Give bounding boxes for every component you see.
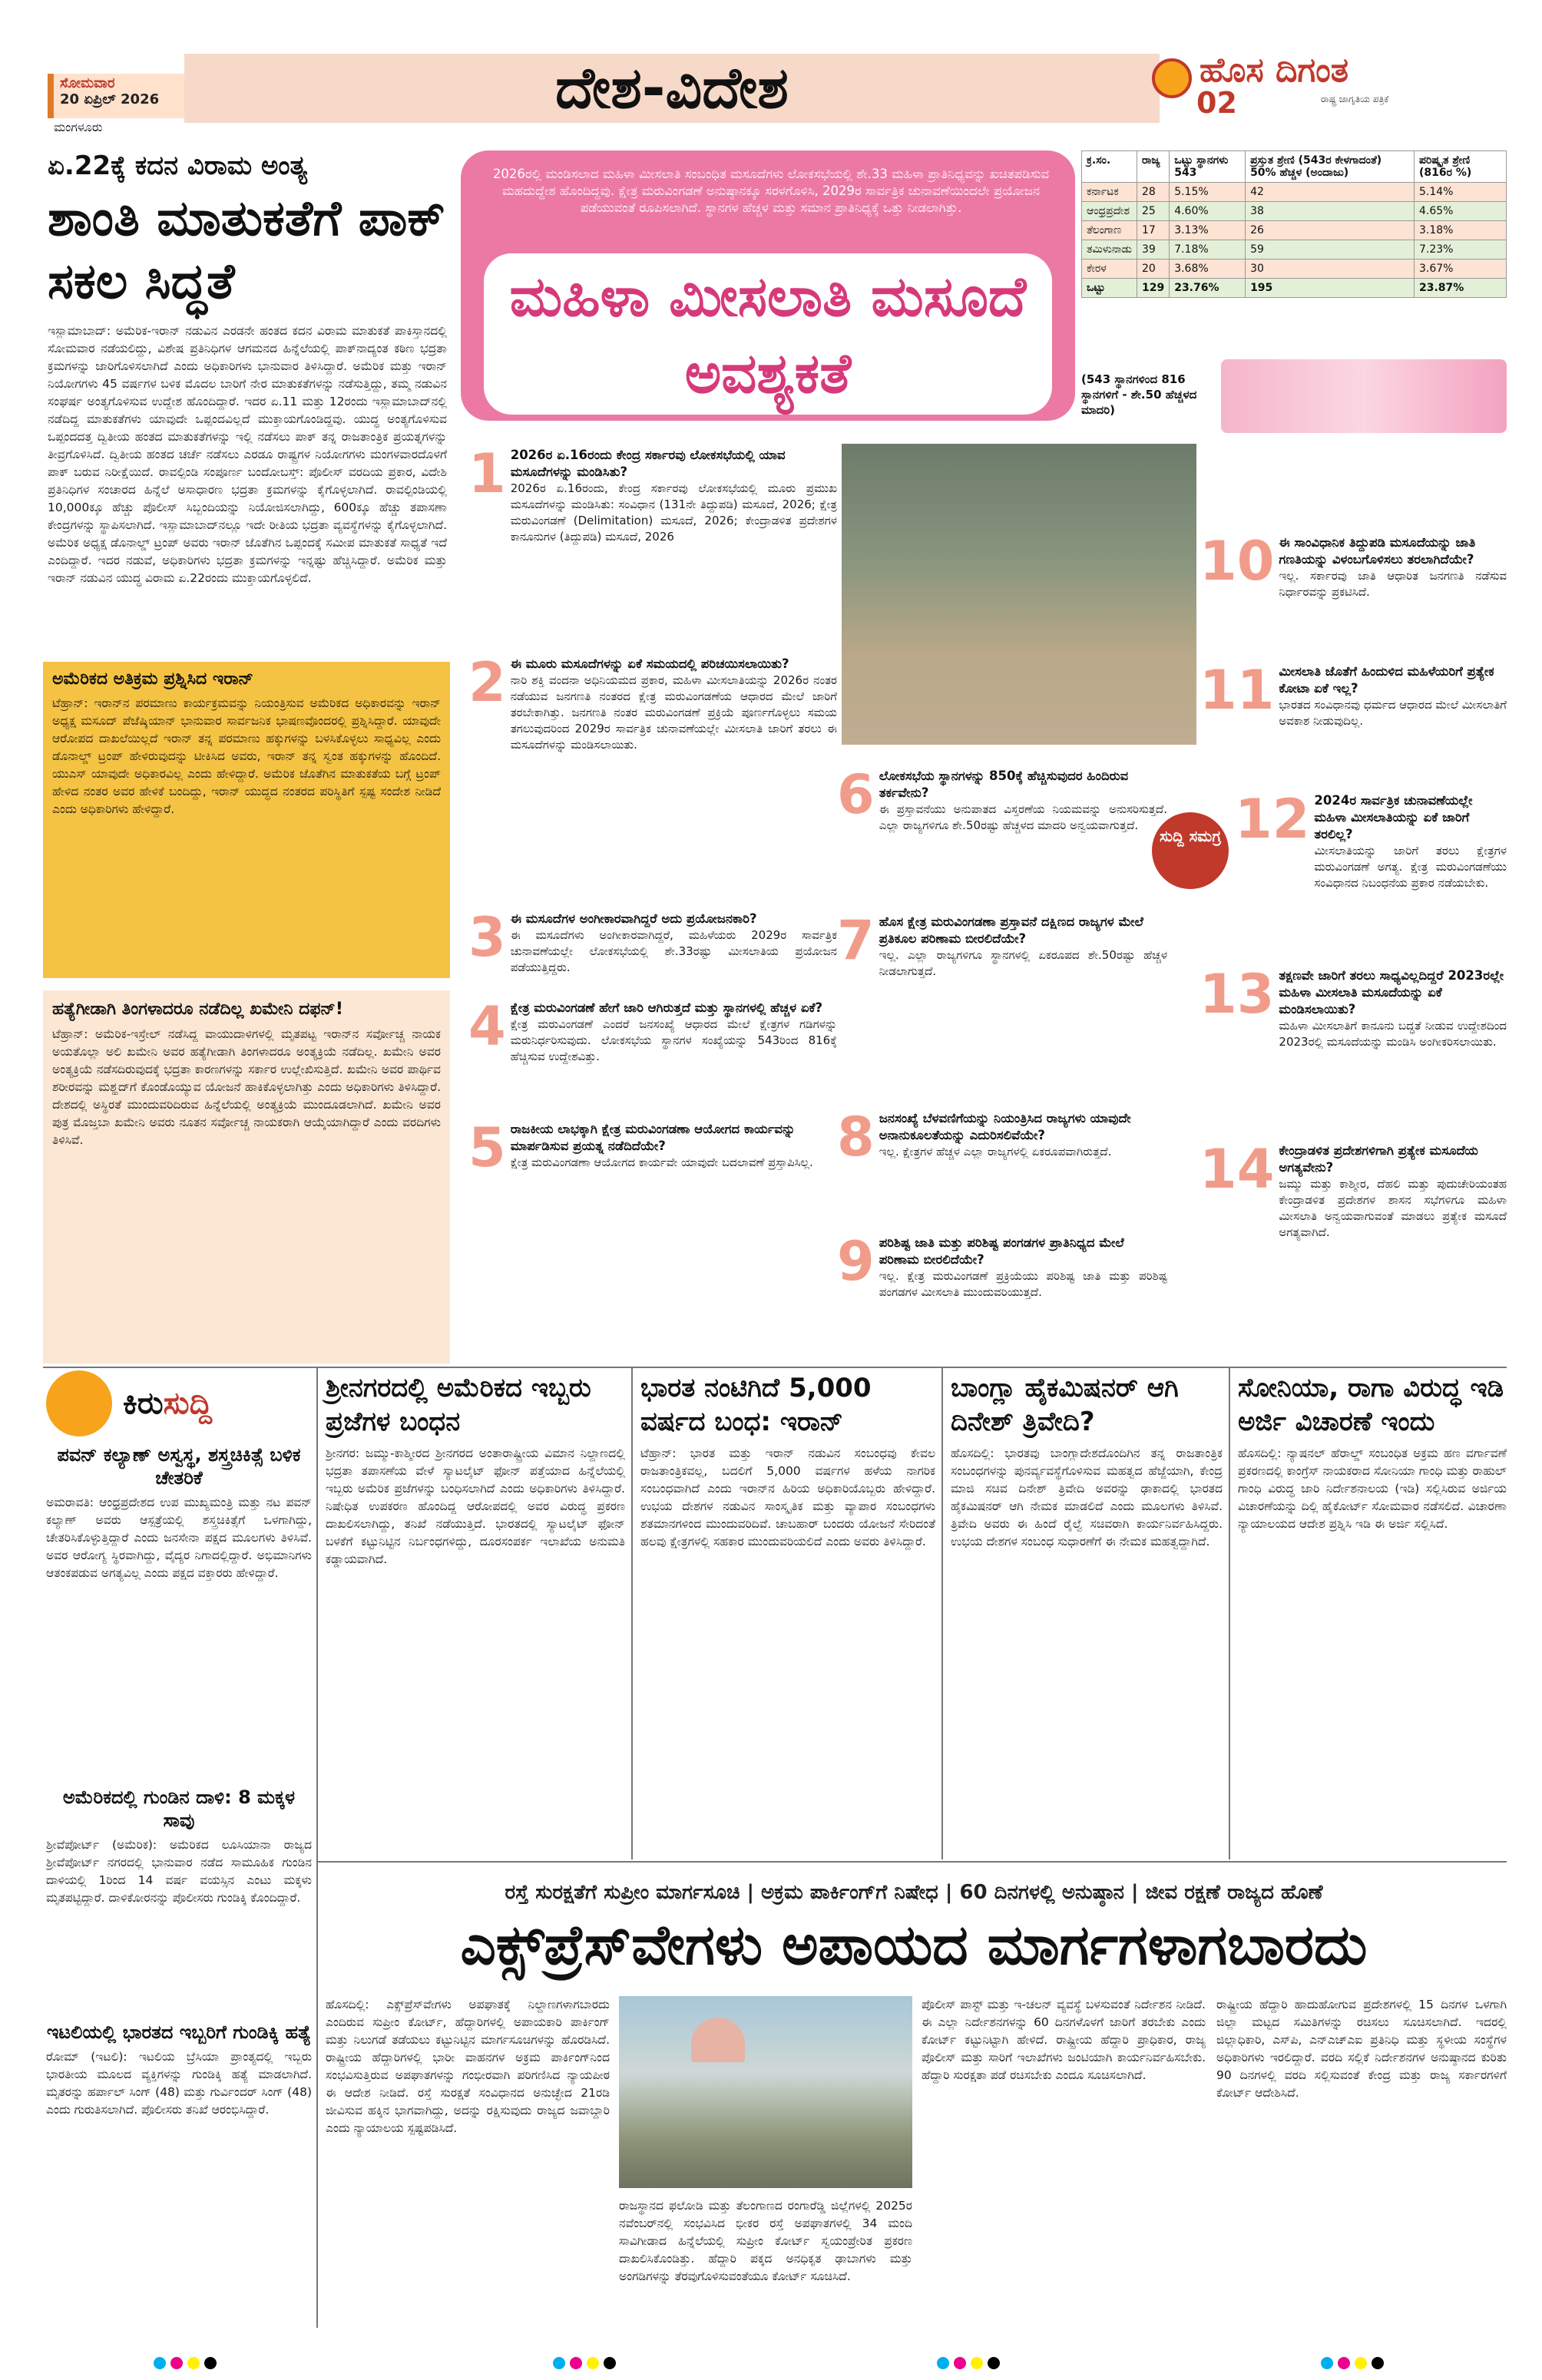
table-cell: 195: [1246, 279, 1415, 298]
qa-answer: ಕ್ಷೇತ್ರ ಮರುವಿಂಗಡಣೆ ಎಂದರೆ ಜನಸಂಖ್ಯೆ ಆಧಾರದ ಮೇಲೆ ಕ್ಷೇತ್ರಗಳ ಗಡಿಗಳನ್ನು ಮರುನಿರ್ಧರಿಸುವುದು. ಲೋಕಸಭೆಯ ಸ್ಥಾನಗಳ ಸಂಖ್ಯೆಯನ್ನು 543ರಿಂದ 816ಕ್ಕೆ ಹೆಚ್ಚಿಸುವ ಉದ್ದೇಶವಿತ್ತು.: [510, 1017, 837, 1063]
table-header: ಕ್ರ.ಸಂ.: [1082, 151, 1137, 183]
table-cell: ಕರ್ನಾಟಕ: [1082, 183, 1137, 202]
qa-answer: ಇಲ್ಲ. ಸರ್ಕಾರವು ಜಾತಿ ಆಧಾರಿತ ಜನಗಣತಿ ನಡೆಸುವ ನಿರ್ಧಾರವನ್ನು ಪ್ರಕಟಿಸಿದೆ.: [1279, 569, 1507, 599]
iran-box-body: ಟೆಹ್ರಾನ್: ಇರಾನ್‌ನ ಪರಮಾಣು ಕಾರ್ಯಕ್ರಮವನ್ನು ನಿಯಂತ್ರಿಸುವ ಅಮೆರಿಕದ ಅಧಿಕಾರವನ್ನು ಇರಾನ್ ಅಧ್ಯಕ್ಷ ಮಸೂದ್ ಪೆಜೆಷ್ಕಿಯಾನ್ ಭಾನುವಾರ ಸಾರ್ವಜನಿಕ ಭಾಷಣವೊಂದರಲ್ಲಿ ಪ್ರಶ್ನಿಸಿದ್ದಾರೆ. ಯಾವುದೇ ಆರೋಪದ ದಾಖಲೆಯಿಲ್ಲದೆ ಇರಾನ್ ತನ್ನ ಪರಮಾಣು ಹಕ್ಕುಗಳನ್ನು ಬಳಸಿಕೊಳ್ಳಲು ಸಾಧ್ಯವಿಲ್ಲ ಎಂದು ಡೊನಾಲ್ಡ್ ಟ್ರಂಪ್ ಹೇಳಿರುವುದನ್ನು ಟೀಕಿಸಿದ ಅವರು, ಇರಾನ್ ತನ್ನ ಸ್ವಂತ ಹಕ್ಕುಗಳನ್ನು ಹೊಂದಿದೆ. ಯುಎಸ್ ಯಾವುದೇ ಅಧಿಕಾರವಿಲ್ಲ ಎಂದು ಹೇಳಿದ್ದಾರೆ. ಅಮೆರಿಕ ಜೊತೆಗಿನ ಮಾತುಕತೆಯ ಬಗ್ಗೆ ಟ್ರಂಪ್ ಹೇಳಿದ ನಂತರ ಅವರ ಹೇಳಿಕೆ ಬಂದಿದ್ದು, ಇರಾನ್ ಯುದ್ಧದ ನಂತರದ ಪರಿಸ್ಥಿತಿಗೆ ಸ್ಪಷ್ಟ ಸಂದೇಶ ನೀಡಿದೆ ಎಂದು ಅಧಿಕಾರಿಗಳು ಹೇಳಿದ್ದಾರೆ.: [52, 696, 441, 816]
women-feature-intro: 2026ರಲ್ಲಿ ಮಂಡಿಸಲಾದ ಮಹಿಳಾ ಮೀಸಲಾತಿ ಸಂಬಂಧಿತ ಮಸೂದೆಗಳು ಲೋಕಸಭೆಯಲ್ಲಿ ಶೇ.33 ಮಹಿಳಾ ಪ್ರಾತಿನಿಧ್ಯವನ್ನು ಖಚಿತಪಡಿಸುವ ಮಹದುದ್ದೇಶ ಹೊಂದಿದ್ದವು. ಕ್ಷೇತ್ರ ಮರುವಿಂಗಡಣೆ ಅನುಷ್ಠಾನಕ್ಕೂ ಸರಳಗೊಳಿಸಿ, 2029ರ ಸಾರ್ವತ್ರಿಕ ಚುನಾವಣೆಯಿಂದಲೇ ಪ್ರಯೋಜನ ಪಡೆಯುವಂತೆ ರೂಪಿಸಲಾಗಿದೆ. ಸ್ಥಾನಗಳ ಹೆಚ್ಚಳ ಮತ್ತು ಸಮಾನ ಪ್ರಾತಿನಿಧ್ಯಕ್ಕೆ ಒತ್ತು ನೀಡಲಾಗಿತ್ತು.: [492, 167, 1050, 215]
table-cell: 20: [1137, 259, 1169, 279]
qa-item: [1200, 963, 1507, 1133]
print-registration-marks: [0, 2351, 1542, 2374]
table-cell: 7.18%: [1170, 240, 1246, 259]
qa-item: [468, 906, 837, 992]
qa-question: 2024ರ ಸಾರ್ವತ್ರಿಕ ಚುನಾವಣೆಯಲ್ಲೇ ಮಹಿಳಾ ಮೀಸಲಾತಿಯನ್ನು ಏಕೆ ಜಾರಿಗೆ ತರಲಿಲ್ಲ?: [1314, 793, 1473, 841]
pointing-hand-icon: [46, 1370, 112, 1436]
qa-column-right: [1200, 444, 1507, 1273]
table-row: [1082, 202, 1507, 221]
kiru-item-body: ರೋಮ್ (ಇಟಲಿ): ಇಟಲಿಯ ಬ್ರೆಸಿಯಾ ಪ್ರಾಂತ್ಯದಲ್ಲಿ ಇಬ್ಬರು ಭಾರತೀಯ ಮೂಲದ ವ್ಯಕ್ತಿಗಳನ್ನು ಗುಂಡಿಕ್ಕಿ ಹತ್ಯೆ ಮಾಡಲಾಗಿದೆ. ಮೃತರನ್ನು ಹರ್ಪಾಲ್ ಸಿಂಗ್ (48) ಮತ್ತು ಗುರ್ವಿಂದರ್ ಸಿಂಗ್ (48) ಎಂದು ಗುರುತಿಸಲಾಗಿದೆ. ಪೊಲೀಸರು ತನಿಖೆ ಆರಂಭಿಸಿದ್ದಾರೆ.: [46, 2050, 312, 2117]
iran-box: [43, 662, 450, 978]
bottom-story-col3: ಪೊಲೀಸ್ ಪಾಸ್ಟ್ ಮತ್ತು ಇ-ಚಲನ್ ವ್ಯವಸ್ಥೆ ಬಳಸುವಂತೆ ನಿರ್ದೇಶನ ನೀಡಿದೆ. ಈ ಎಲ್ಲಾ ನಿರ್ದೇಶನಗಳನ್ನು 60 ದಿನಗಳೊಳಗೆ ಜಾರಿಗೆ ತರಬೇಕು ಎಂದು ಕೋರ್ಟ್ ಕಟ್ಟುನಿಟ್ಟಾಗಿ ಹೇಳಿದೆ. ರಾಷ್ಟ್ರೀಯ ಹೆದ್ದಾರಿ ಪ್ರಾಧಿಕಾರ, ರಾಜ್ಯ ಪೊಲೀಸ್ ಮತ್ತು ಸಾರಿಗೆ ಇಲಾಖೆಗಳು ಜಂಟಿಯಾಗಿ ಕಾರ್ಯನಿರ್ವಹಿಸಬೇಕು. ಹೆದ್ದಾರಿ ಸುರಕ್ಷತಾ ಪಡೆ ರಚಿಸಬೇಕು ಎಂದೂ ಸೂಚಿಸಲಾಗಿದೆ.: [922, 1998, 1206, 2082]
seat-table: [1081, 150, 1507, 298]
table-cell: 3.68%: [1170, 259, 1246, 279]
table-cell: ತಮಿಳುನಾಡು: [1082, 240, 1137, 259]
qa-item: [1200, 530, 1507, 654]
table-cell: 26: [1246, 221, 1415, 240]
table-cell: 30: [1246, 259, 1415, 279]
qa-answer: ಮೀಸಲಾತಿಯನ್ನು ಜಾರಿಗೆ ತರಲು ಕ್ಷೇತ್ರಗಳ ಮರುವಿಂಗಡಣೆ ಅಗತ್ಯ. ಕ್ಷೇತ್ರ ಮರುವಿಂಗಡಣೆಯು ಸಂವಿಧಾನದ ನಿಬಂಧನೆಯ ಪ್ರಕಾರ ನಡೆಯಬೇಕು.: [1314, 844, 1507, 890]
qa-column-left: [468, 442, 837, 1219]
registration-dot: [553, 2357, 565, 2369]
qa-answer: ಭಾರತದ ಸಂವಿಧಾನವು ಧರ್ಮದ ಆಧಾರದ ಮೇಲೆ ಮೀಸಲಾತಿಗೆ ಅವಕಾಶ ನೀಡುವುದಿಲ್ಲ.: [1279, 698, 1507, 728]
qa-item: [468, 1116, 837, 1219]
bottom-story-headline: ಎಕ್ಸ್‌ಪ್ರೆಸ್‌ವೇಗಳು ಅಪಾಯದ ಮಾರ್ಗಗಳಾಗಬಾರದು: [460, 1912, 1368, 1977]
registration-dot: [187, 2357, 200, 2369]
masthead: [0, 0, 1542, 134]
table-cell: 25: [1137, 202, 1169, 221]
table-cell: 4.60%: [1170, 202, 1246, 221]
registration-dot: [154, 2357, 166, 2369]
table-cell: 7.23%: [1415, 240, 1507, 259]
qa-answer: ನಾರಿ ಶಕ್ತಿ ವಂದನಾ ಅಧಿನಿಯಮದ ಪ್ರಕಾರ, ಮಹಿಳಾ ಮೀಸಲಾತಿಯನ್ನು 2026ರ ನಂತರ ನಡೆಯುವ ಜನಗಣತಿ ನಂತರದ ಕ್ಷೇತ್ರ ಮರುವಿಂಗಡಣೆಯ ಆಧಾರದ ಮೇಲೆ ಜಾರಿಗೆ ತರಬೇಕಾಗಿತ್ತು. ಜನಗಣತಿ ನಂತರ ಮರುವಿಂಗಡಣೆ ಪ್ರಕ್ರಿಯೆ ಪೂರ್ಣಗೊಳ್ಳಲು ಸಮಯ ತಗಲುವುದರಿಂದ 2029ರ ಸಾರ್ವತ್ರಿಕ ಚುನಾವಣೆಯಲ್ಲೇ ಮೀಸಲಾತಿ ಜಾರಿಗೆ ತರಲು ಈ ಮಸೂದೆಗಳನ್ನು ಮಂಡಿಸಲಾಯಿತು.: [510, 673, 837, 752]
women-feature-headline: ಮಹಿಳಾ ಮೀಸಲಾತಿ ಮಸೂದೆ ಅವಶ್ಯಕತೆ: [484, 253, 1052, 415]
qa-number: 7: [837, 909, 875, 972]
registration-dot: [170, 2357, 183, 2369]
date-label: 20 ಏಪ್ರಿಲ್ 2026: [60, 91, 160, 107]
qa-number: 3: [468, 906, 506, 969]
table-cell: 17: [1137, 221, 1169, 240]
kiru-item-headline: ಪವನ್ ಕಲ್ಯಾಣ್ ಅಸ್ವಸ್ಥ, ಶಸ್ತ್ರಚಿಕಿತ್ಸೆ ಬಳಿಕ ಚೇತರಿಕೆ: [57, 1444, 301, 1489]
kiru-item-body: ಅಮರಾವತಿ: ಆಂಧ್ರಪ್ರದೇಶದ ಉಪ ಮುಖ್ಯಮಂತ್ರಿ ಮತ್ತು ನಟ ಪವನ್ ಕಲ್ಯಾಣ್ ಅವರು ಆಸ್ಪತ್ರೆಯಲ್ಲಿ ಶಸ್ತ್ರಚಿಕಿತ್ಸೆಗೆ ಒಳಗಾಗಿದ್ದು, ಚೇತರಿಸಿಕೊಳ್ಳುತ್ತಿದ್ದಾರೆ ಎಂದು ಜನಸೇನಾ ಪಕ್ಷದ ಮೂಲಗಳು ತಿಳಿಸಿವೆ. ಅವರ ಆರೋಗ್ಯ ಸ್ಥಿರವಾಗಿದ್ದು, ವೈದ್ಯರ ನಿಗಾದಲ್ಲಿದ್ದಾರೆ. ಅಭಿಮಾನಿಗಳು ಆತಂಕಪಡುವ ಅಗತ್ಯವಿಲ್ಲ ಎಂದು ಪಕ್ಷದ ವಕ್ತಾರರು ಹೇಳಿದ್ದಾರೆ.: [46, 1496, 312, 1580]
qa-question: ಹೊಸ ಕ್ಷೇತ್ರ ಮರುವಿಂಗಡಣಾ ಪ್ರಸ್ತಾವನೆ ದಕ್ಷಿಣದ ರಾಜ್ಯಗಳ ಮೇಲೆ ಪ್ರತಿಕೂಲ ಪರಿಣಾಮ ಬೀರಲಿದೆಯೇ?: [879, 914, 1143, 946]
kiru-item-headline: ಅಮೆರಿಕದಲ್ಲಿ ಗುಂಡಿನ ದಾಳಿ: 8 ಮಕ್ಕಳ ಸಾವು: [62, 1787, 296, 1831]
day-label: ಸೋಮವಾರ: [60, 75, 115, 91]
registration-dot: [971, 2357, 983, 2369]
table-cell: ತೆಲಂಗಾಣ: [1082, 221, 1137, 240]
table-cell: ಒಟ್ಟು: [1082, 279, 1137, 298]
qa-question: ತಕ್ಷಣವೇ ಜಾರಿಗೆ ತರಲು ಸಾಧ್ಯವಿಲ್ಲದಿದ್ದರೆ 2023ರಲ್ಲೇ ಮಹಿಳಾ ಮೀಸಲಾತಿ ಮಸೂದೆಯನ್ನು ಏಕೆ ಮಂಡಿಸಲಾಯಿತು?: [1279, 968, 1504, 1016]
registration-dot: [1372, 2357, 1384, 2369]
row-divider: [318, 1861, 1507, 1863]
qa-number: 13: [1200, 963, 1275, 1026]
registration-dot: [988, 2357, 1000, 2369]
qa-answer: ಈ ಮಸೂದೆಗಳು ಅಂಗೀಕಾರವಾಗಿದ್ದರೆ, ಮಹಿಳೆಯರು 2029ರ ಸಾರ್ವತ್ರಿಕ ಚುನಾವಣೆಯಲ್ಲೇ ಲೋಕಸಭೆಯಲ್ಲಿ ಶೇ.33ರಷ್ಟು ಮೀಸಲಾತಿಯ ಪ್ರಯೋಜನ ಪಡೆಯುತ್ತಿದ್ದರು.: [510, 928, 837, 974]
qa-answer: ಈ ಪ್ರಸ್ತಾವನೆಯು ಅನುಪಾತದ ವಿಸ್ತರಣೆಯ ನಿಯಮವನ್ನು ಅನುಸರಿಸುತ್ತದೆ. ಎಲ್ಲಾ ರಾಜ್ಯಗಳಿಗೂ ಶೇ.50ರಷ್ಟು ಹೆಚ್ಚಳದ ಮಾದರಿ ಅನ್ವಯವಾಗುತ್ತದೆ.: [879, 802, 1167, 832]
qa-item: [837, 909, 1167, 1101]
kiru-item-headline: ಇಟಲಿಯಲ್ಲಿ ಭಾರತದ ಇಬ್ಬರಿಗೆ ಗುಂಡಿಕ್ಕಿ ಹತ್ಯೆ: [46, 2021, 312, 2043]
qa-answer: ಕ್ಷೇತ್ರ ಮರುವಿಂಗಡಣಾ ಆಯೋಗದ ಕಾರ್ಯವೇ ಯಾವುದೇ ಬದಲಾವಣೆ ಪ್ರಸ್ತಾಪಿಸಿಲ್ಲ.: [510, 1155, 813, 1169]
table-row: [1082, 240, 1507, 259]
qa-number: 8: [837, 1106, 875, 1169]
bottom-story-col4: ರಾಷ್ಟ್ರೀಯ ಹೆದ್ದಾರಿ ಹಾದುಹೋಗುವ ಪ್ರದೇಶಗಳಲ್ಲಿ 15 ದಿನಗಳ ಒಳಗಾಗಿ ಜಿಲ್ಲಾ ಮಟ್ಟದ ಸಮಿತಿಗಳನ್ನು ರಚಿಸಲು ಸೂಚಿಸಲಾಗಿದೆ. ಇದರಲ್ಲಿ ಜಿಲ್ಲಾಧಿಕಾರಿ, ಎಸ್‌ಪಿ, ಎನ್‌ಎಚ್‌ಎಐ ಪ್ರತಿನಿಧಿ ಮತ್ತು ಸ್ಥಳೀಯ ಸಂಸ್ಥೆಗಳ ಅಧಿಕಾರಿಗಳು ಇರಲಿದ್ದಾರೆ. ವರದಿ ಸಲ್ಲಿಕೆ ನಿರ್ದೇಶನಗಳ ಅನುಷ್ಠಾನದ ಕುರಿತು 90 ದಿನಗಳಲ್ಲಿ ವರದಿ ಸಲ್ಲಿಸುವಂತೆ ಕೇಂದ್ರ ಮತ್ತು ರಾಜ್ಯ ಸರ್ಕಾರಗಳಿಗೆ ಕೋರ್ಟ್ ಆದೇಶಿಸಿದೆ.: [1216, 1998, 1507, 2100]
qa-answer: ಇಲ್ಲ. ಎಲ್ಲಾ ರಾಜ್ಯಗಳಿಗೂ ಸ್ಥಾನಗಳಲ್ಲಿ ಏಕರೂಪದ ಶೇ.50ರಷ್ಟು ಹೆಚ್ಚಳ ನೀಡಲಾಗುತ್ತದೆ.: [879, 948, 1167, 978]
qa-question: ರಾಜಕೀಯ ಲಾಭಕ್ಕಾಗಿ ಕ್ಷೇತ್ರ ಮರುವಿಂಗಡಣಾ ಆಯೋಗದ ಕಾರ್ಯವನ್ನು ಮಾರ್ಪಡಿಸುವ ಪ್ರಯತ್ನ ನಡೆದಿದೆಯೇ?: [510, 1122, 796, 1153]
registration-dot: [1355, 2357, 1367, 2369]
table-row: [1082, 279, 1507, 298]
logo-tagline: ರಾಷ್ಟ್ರ ಜಾಗೃತಿಯ ಪತ್ರಿಕೆ: [1321, 94, 1389, 104]
table-row: [1082, 259, 1507, 279]
registration-dot: [954, 2357, 966, 2369]
section-title: ದೇಶ-ವಿದೇಶ: [184, 54, 1160, 123]
kiru-news-list: [46, 1443, 312, 2279]
qa-answer: ಜಮ್ಮು ಮತ್ತು ಕಾಶ್ಮೀರ, ದೆಹಲಿ ಮತ್ತು ಪುದುಚೇರಿಯಂತಹ ಕೇಂದ್ರಾಡಳಿತ ಪ್ರದೇಶಗಳ ಶಾಸನ ಸಭೆಗಳಿಗೂ ಮಹಿಳಾ ಮೀಸಲಾತಿ ಅನ್ವಯವಾಗುವಂತೆ ಮಾಡಲು ಪ್ರತ್ಯೇಕ ಮಸೂದೆ ಅಗತ್ಯವಾಗಿದೆ.: [1279, 1177, 1507, 1239]
qa-number: 12: [1235, 788, 1310, 851]
parliament-photo: [842, 444, 1196, 745]
story-bangla: [951, 1371, 1223, 1844]
qa-question: ಈ ಮೂರು ಮಸೂದೆಗಳನ್ನು ಏಕೆ ಸಮಯದಲ್ಲಿ ಪರಿಚಯಿಸಲಾಯಿತು?: [510, 656, 789, 671]
top-story-kicker: ಏ.22ಕ್ಕೆ ಕದನ ವಿರಾಮ ಅಂತ್ಯ: [48, 150, 308, 181]
qa-question: ಈ ಸಾಂವಿಧಾನಿಕ ತಿದ್ದುಪಡಿ ಮಸೂದೆಯನ್ನು ಜಾತಿ ಗಣತಿಯನ್ನು ವಿಳಂಬಗೊಳಿಸಲು ತರಲಾಗಿದೆಯೇ?: [1279, 535, 1476, 567]
bottom-story-strap: ರಸ್ತೆ ಸುರಕ್ಷತೆಗೆ ಸುಪ್ರೀಂ ಮಾರ್ಗಸೂಚಿ | ಅಕ್ರಮ ಪಾರ್ಕಿಂಗ್‌ಗೆ ನಿಷೇಧ | 60 ದಿನಗಳಲ್ಲಿ ಅನುಷ್ಠಾನ | ಜೀವ ರಕ್ಷಣೆ ರಾಜ್ಯದ ಹೊಣೆ: [505, 1881, 1323, 1904]
qa-number: 4: [468, 995, 506, 1058]
qa-number: 14: [1200, 1138, 1275, 1201]
table-cell: 3.18%: [1415, 221, 1507, 240]
logo-emblem-icon: [1152, 58, 1192, 98]
registration-dot: [204, 2357, 217, 2369]
qa-number: 6: [837, 763, 875, 826]
story-srinagar: [326, 1371, 625, 1844]
table-header: ರಾಜ್ಯ: [1137, 151, 1169, 183]
story-sonia: [1238, 1371, 1507, 1844]
suddi-samagra-badge: ಸುದ್ದಿ ಸಮಗ್ರ: [1152, 812, 1229, 889]
bottom-story-col1: ಹೊಸದಿಲ್ಲಿ: ಎಕ್ಸ್‌ಪ್ರೆಸ್‌ವೇಗಳು ಅಪಘಾತಕ್ಕೆ ನಿಲ್ದಾಣಗಳಾಗಬಾರದು ಎಂದಿರುವ ಸುಪ್ರೀಂ ಕೋರ್ಟ್, ಹೆದ್ದಾರಿಗಳಲ್ಲಿ ಅಪಾಯಕಾರಿ ಪಾರ್ಕಿಂಗ್ ಮತ್ತು ನಿಲುಗಡೆ ತಡೆಯಲು ಕಟ್ಟುನಿಟ್ಟಿನ ಮಾರ್ಗಸೂಚಿಗಳನ್ನು ಹೊರಡಿಸಿದೆ. ರಾಷ್ಟ್ರೀಯ ಹೆದ್ದಾರಿಗಳಲ್ಲಿ ಭಾರೀ ವಾಹನಗಳ ಅಕ್ರಮ ಪಾರ್ಕಿಂಗ್‌ನಿಂದ ಸಂಭವಿಸುತ್ತಿರುವ ಅಪಘಾತಗಳನ್ನು ಗಂಭೀರವಾಗಿ ಪರಿಗಣಿಸಿದ ನ್ಯಾಯಪೀಠ ಈ ಆದೇಶ ನೀಡಿದೆ. ರಸ್ತೆ ಸುರಕ್ಷತೆ ಸಂವಿಧಾನದ ಅನುಚ್ಛೇದ 21ರಡಿ ಜೀವಿಸುವ ಹಕ್ಕಿನ ಭಾಗವಾಗಿದ್ದು, ಅದನ್ನು ರಕ್ಷಿಸುವುದು ರಾಜ್ಯದ ಜವಾಬ್ದಾರಿ ಎಂದು ನ್ಯಾಯಾಲಯ ಸ್ಪಷ್ಟಪಡಿಸಿದೆ.: [326, 1998, 610, 2135]
qa-answer: 2026ರ ಏ.16ರಂದು, ಕೇಂದ್ರ ಸರ್ಕಾರವು ಲೋಕಸಭೆಯಲ್ಲಿ ಮೂರು ಪ್ರಮುಖ ಮಸೂದೆಗಳನ್ನು ಮಂಡಿಸಿತು: ಸಂವಿಧಾನ (131ನೇ ತಿದ್ದುಪಡಿ) ಮಸೂದೆ, 2026; ಕ್ಷೇತ್ರ ಮರುವಿಂಗಡಣೆ (Delimitation) ಮಸೂದೆ, 2026; ಕೇಂದ್ರಾಡಳಿತ ಪ್ರದೇಶಗಳ ಕಾನೂನುಗಳ (ತಿದ್ದುಪಡಿ) ಮಸೂದೆ, 2026: [510, 481, 837, 544]
qa-number: 11: [1200, 659, 1275, 722]
khamenei-box-headline: ಹತ್ಯೆಗೀಡಾಗಿ ತಿಂಗಳಾದರೂ ನಡೆದಿಲ್ಲ ಖಮೇನಿ ದಫನ್!: [52, 1000, 343, 1019]
newspaper-logo: [1152, 46, 1490, 123]
women-illustration: [1221, 359, 1507, 433]
city-label: ಮಂಗಳೂರು: [54, 120, 103, 134]
table-cell: ಕೇರಳ: [1082, 259, 1137, 279]
qa-number: 9: [837, 1230, 875, 1293]
story-iran-india: [640, 1371, 935, 1844]
qa-item: [468, 442, 837, 640]
logo-text: ಹೊಸ ದಿಗಂತ: [1200, 51, 1349, 90]
iran-box-headline: ಅಮೆರಿಕದ ಅತಿಕ್ರಮ ಪ್ರಶ್ನಿಸಿದ ಇರಾನ್: [52, 669, 253, 689]
table-header: ಪರಿಷ್ಕೃತ ಶ್ರೇಣಿ (816ರ %): [1415, 151, 1507, 183]
registration-dot: [1338, 2357, 1350, 2369]
kiru-label: ಕಿರು: [123, 1386, 164, 1421]
qa-question: ಕ್ಷೇತ್ರ ಮರುವಿಂಗಡಣೆ ಹೇಗೆ ಜಾರಿ ಆಗಿರುತ್ತದೆ ಮತ್ತು ಸ್ಥಾನಗಳಲ್ಲಿ ಹೆಚ್ಚಳ ಏಕೆ?: [510, 1000, 823, 1015]
story-headline: ಬಾಂಗ್ಲಾ ಹೈಕಮಿಷನರ್ ಆಗಿ ದಿನೇಶ್ ತ್ರಿವೇದಿ?: [951, 1373, 1179, 1437]
qa-number: 1: [468, 442, 506, 505]
qa-question: 2026ರ ಏ.16ರಂದು ಕೇಂದ್ರ ಸರ್ಕಾರವು ಲೋಕಸಭೆಯಲ್ಲಿ ಯಾವ ಮಸೂದೆಗಳನ್ನು ಮಂಡಿಸಿತು?: [510, 448, 786, 479]
table-header: ಪ್ರಸ್ತುತ ಶ್ರೇಣಿ (543ರ ಕೇಳಗಾದಂತೆ) 50% ಹೆಚ್ಚಳ (ಅಂದಾಜು): [1246, 151, 1415, 183]
table-cell: 38: [1246, 202, 1415, 221]
story-body: ಹೊಸದಿಲ್ಲಿ: ನ್ಯಾಷನಲ್ ಹೆರಾಲ್ಡ್ ಸಂಬಂಧಿತ ಅಕ್ರಮ ಹಣ ವರ್ಗಾವಣೆ ಪ್ರಕರಣದಲ್ಲಿ ಕಾಂಗ್ರೆಸ್ ನಾಯಕರಾದ ಸೋನಿಯಾ ಗಾಂಧಿ ಮತ್ತು ರಾಹುಲ್ ಗಾಂಧಿ ವಿರುದ್ಧ ಜಾರಿ ನಿರ್ದೇಶನಾಲಯ (ಇಡಿ) ಸಲ್ಲಿಸಿರುವ ಅರ್ಜಿಯ ವಿಚಾರಣೆಯನ್ನು ದಿಲ್ಲಿ ಹೈಕೋರ್ಟ್ ಸೋಮವಾರ ನಡೆಸಲಿದೆ. ವಿಚಾರಣಾ ನ್ಯಾಯಾಲಯದ ಆದೇಶ ಪ್ರಶ್ನಿಸಿ ಇಡಿ ಈ ಅರ್ಜಿ ಸಲ್ಲಿಸಿದೆ.: [1238, 1446, 1507, 1531]
table-cell: 5.15%: [1170, 183, 1246, 202]
table-header: ಒಟ್ಟು ಸ್ಥಾನಗಳು 543: [1170, 151, 1246, 183]
table-cell: 28: [1137, 183, 1169, 202]
column-divider: [631, 1368, 633, 1859]
qa-answer: ಮಹಿಳಾ ಮೀಸಲಾತಿಗೆ ಕಾನೂನು ಬದ್ಧತೆ ನೀಡುವ ಉದ್ದೇಶದಿಂದ 2023ರಲ್ಲಿ ಮಸೂದೆಯನ್ನು ಮಂಡಿಸಿ ಅಂಗೀಕರಿಸಲಾಯಿತು.: [1279, 1019, 1507, 1049]
qa-answer: ಇಲ್ಲ. ಕ್ಷೇತ್ರ ಮರುವಿಂಗಡಣೆ ಪ್ರಕ್ರಿಯೆಯು ಪರಿಶಿಷ್ಟ ಜಾತಿ ಮತ್ತು ಪರಿಶಿಷ್ಟ ಪಂಗಡಗಳ ಮೀಸಲಾತಿ ಮುಂದುವರಿಯುತ್ತದೆ.: [879, 1269, 1167, 1299]
qa-item: [837, 1230, 1167, 1317]
page-number: 02: [1196, 86, 1237, 120]
qa-number: 10: [1200, 530, 1275, 593]
kiru-suddi-title: [123, 1386, 212, 1421]
table-cell: 3.67%: [1415, 259, 1507, 279]
qa-question: ಈ ಮಸೂದೆಗಳ ಅಂಗೀಕಾರವಾಗಿದ್ದರೆ ಅದು ಪ್ರಯೋಜನಕಾರಿ?: [510, 911, 757, 926]
qa-item: [837, 1106, 1167, 1225]
kiru-suddi-header: [46, 1370, 315, 1436]
qa-item: [837, 763, 1167, 904]
qa-item: [468, 651, 837, 903]
expressway-photo: [619, 1996, 912, 2188]
date-box: [48, 74, 186, 118]
story-body: ಶ್ರೀನಗರ: ಜಮ್ಮು-ಕಾಶ್ಮೀರದ ಶ್ರೀನಗರದ ಅಂತಾರಾಷ್ಟ್ರೀಯ ವಿಮಾನ ನಿಲ್ದಾಣದಲ್ಲಿ ಭದ್ರತಾ ತಪಾಸಣೆಯ ವೇಳೆ ಸ್ಯಾಟಲೈಟ್ ಫೋನ್ ಪತ್ತೆಯಾದ ಹಿನ್ನೆಲೆಯಲ್ಲಿ ಇಬ್ಬರು ಅಮೆರಿಕ ಪ್ರಜೆಗಳನ್ನು ಬಂಧಿಸಲಾಗಿದೆ ಎಂದು ಅಧಿಕಾರಿಗಳು ತಿಳಿಸಿದ್ದಾರೆ. ನಿಷೇಧಿತ ಉಪಕರಣ ಹೊಂದಿದ್ದ ಆರೋಪದಲ್ಲಿ ಅವರ ವಿರುದ್ಧ ಪ್ರಕರಣ ದಾಖಲಿಸಲಾಗಿದ್ದು, ತನಿಖೆ ನಡೆಯುತ್ತಿದೆ. ಭಾರತದಲ್ಲಿ ಸ್ಯಾಟಲೈಟ್ ಫೋನ್ ಬಳಕೆಗೆ ಕಟ್ಟುನಿಟ್ಟಿನ ನಿರ್ಬಂಧಗಳಿದ್ದು, ದೂರಸಂಪರ್ಕ ಇಲಾಖೆಯ ಅನುಮತಿ ಕಡ್ಡಾಯವಾಗಿದೆ.: [326, 1446, 625, 1566]
table-note: (543 ಸ್ಥಾನಗಳಿಂದ 816 ಸ್ಥಾನಗಳಿಗೆ - ಶೇ.50 ಹೆಚ್ಚಳದ ಮಾದರಿ): [1081, 372, 1197, 417]
column-divider: [1229, 1368, 1230, 1859]
table-cell: 129: [1137, 279, 1169, 298]
qa-item: [1200, 659, 1507, 783]
registration-dot: [570, 2357, 582, 2369]
story-body: ಹೊಸದಿಲ್ಲಿ: ಭಾರತವು ಬಾಂಗ್ಲಾದೇಶದೊಂದಿಗಿನ ತನ್ನ ರಾಜತಾಂತ್ರಿಕ ಸಂಬಂಧಗಳನ್ನು ಪುನರ್ವ್ಯವಸ್ಥೆಗೊಳಿಸುವ ಮಹತ್ವದ ಹೆಜ್ಜೆಯಾಗಿ, ಕೇಂದ್ರ ಮಾಜಿ ಸಚಿವ ದಿನೇಶ್ ತ್ರಿವೇದಿ ಅವರನ್ನು ಢಾಕಾದಲ್ಲಿ ಭಾರತದ ಹೈಕಮಿಷನರ್ ಆಗಿ ನೇಮಕ ಮಾಡಲಿದೆ ಎಂದು ಮೂಲಗಳು ತಿಳಿಸಿವೆ. ತ್ರಿವೇದಿ ಅವರು ಈ ಹಿಂದೆ ರೈಲ್ವೆ ಸಚಿವರಾಗಿ ಕಾರ್ಯನಿರ್ವಹಿಸಿದ್ದರು. ಉಭಯ ದೇಶಗಳ ಸಂಬಂಧ ಸುಧಾರಣೆಗೆ ಈ ನೇಮಕ ಮಹತ್ವದ್ದಾಗಿದೆ.: [951, 1446, 1223, 1549]
registration-dot: [604, 2357, 616, 2369]
qa-question: ಮೀಸಲಾತಿ ಜೊತೆಗೆ ಹಿಂದುಳಿದ ಮಹಿಳೆಯರಿಗೆ ಪ್ರತ್ಯೇಕ ಕೋಟಾ ಏಕೆ ಇಲ್ಲ?: [1279, 664, 1494, 696]
table-cell: 3.13%: [1170, 221, 1246, 240]
qa-answer: ಇಲ್ಲ. ಕ್ಷೇತ್ರಗಳ ಹೆಚ್ಚಳ ಎಲ್ಲಾ ರಾಜ್ಯಗಳಲ್ಲಿ ಏಕರೂಪವಾಗಿರುತ್ತದೆ.: [879, 1145, 1112, 1159]
suddi-label: ಸುದ್ದಿ: [163, 1386, 213, 1421]
table-row: [1082, 183, 1507, 202]
qa-item: [1235, 788, 1507, 958]
qa-item: [1200, 1138, 1507, 1273]
qa-question: ಜನಸಂಖ್ಯೆ ಬೆಳವಣಿಗೆಯನ್ನು ನಿಯಂತ್ರಿಸಿದ ರಾಜ್ಯಗಳು ಯಾವುದೇ ಅನಾನುಕೂಲತೆಯನ್ನು ಎದುರಿಸಲಿವೆಯೇ?: [879, 1111, 1131, 1142]
registration-dot: [1321, 2357, 1333, 2369]
table-cell: 59: [1246, 240, 1415, 259]
khamenei-box-body: ಟೆಹ್ರಾನ್: ಅಮೆರಿಕ-ಇಸ್ರೇಲ್ ನಡೆಸಿದ್ದ ವಾಯುದಾಳಿಗಳಲ್ಲಿ ಮೃತಪಟ್ಟ ಇರಾನ್‌ನ ಸರ್ವೋಚ್ಚ ನಾಯಕ ಅಯತೊಲ್ಲಾ ಅಲಿ ಖಮೇನಿ ಅವರ ಹತ್ಯೆಗೀಡಾಗಿ ತಿಂಗಳಾದರೂ ಅಂತ್ಯಕ್ರಿಯೆ ನಡೆದಿಲ್ಲ. ಖಮೇನಿ ಅವರ ಅಂತ್ಯಕ್ರಿಯೆ ನಡೆಸದಿರುವುದಕ್ಕೆ ಭದ್ರತಾ ಕಾರಣಗಳನ್ನು ಸರ್ಕಾರ ಉಲ್ಲೇಖಿಸುತ್ತಿದೆ. ಖಮೇನಿ ಅವರ ಪಾರ್ಥಿವ ಶರೀರವನ್ನು ಮಶ್ಹದ್‌ಗೆ ಕೊಂಡೊಯ್ಯುವ ಯೋಜನೆ ಹಾಕಿಕೊಳ್ಳಲಾಗಿತ್ತು ಎಂದು ಅಧಿಕಾರಿಗಳು ತಿಳಿಸಿದ್ದಾರೆ. ದೇಶದಲ್ಲಿ ಅಸ್ಥಿರತೆ ಮುಂದುವರಿದಿರುವ ಹಿನ್ನೆಲೆಯಲ್ಲಿ ಅಂತ್ಯಕ್ರಿಯೆ ಮುಂದೂಡಲಾಗಿದೆ. ಖಮೇನಿ ಅವರ ಪುತ್ರ ಮೊಜ್ತಬಾ ಖಮೇನಿ ಅವರು ನೂತನ ಸರ್ವೋಚ್ಚ ನಾಯಕರಾಗಿ ಆಯ್ಕೆಯಾಗಿದ್ದಾರೆ ಎಂದು ವರದಿಗಳು ತಿಳಿಸಿವೆ.: [52, 1027, 441, 1147]
story-headline: ಸೋನಿಯಾ, ರಾಗಾ ವಿರುದ್ಧ ಇಡಿ ಅರ್ಜಿ ವಿಚಾರಣೆ ಇಂದು: [1238, 1373, 1504, 1437]
qa-number: 2: [468, 651, 506, 714]
row-divider: [43, 1367, 1507, 1368]
story-headline: ಶ್ರೀನಗರದಲ್ಲಿ ಅಮೆರಿಕದ ಇಬ್ಬರು ಪ್ರಜೆಗಳ ಬಂಧನ: [326, 1373, 591, 1437]
table-cell: 23.87%: [1415, 279, 1507, 298]
column-divider: [316, 1368, 318, 2328]
qa-number: 5: [468, 1116, 506, 1179]
top-story-headline: ಶಾಂತಿ ಮಾತುಕತೆಗೆ ಪಾಕ್ ಸಕಲ ಸಿದ್ಧತೆ: [48, 190, 445, 310]
registration-dot: [937, 2357, 949, 2369]
story-headline: ಭಾರತ ನಂಟಿಗಿದೆ 5,000 ವರ್ಷದ ಬಂಧ: ಇರಾನ್: [640, 1373, 872, 1437]
registration-dot: [587, 2357, 599, 2369]
table-cell: 42: [1246, 183, 1415, 202]
qa-question: ಲೋಕಸಭೆಯ ಸ್ಥಾನಗಳನ್ನು 850ಕ್ಕೆ ಹೆಚ್ಚಿಸುವುದರ ಹಿಂದಿರುವ ತರ್ಕವೇನು?: [879, 769, 1129, 800]
top-story-body: ಇಸ್ಲಾಮಾಬಾದ್: ಅಮೆರಿಕ-ಇರಾನ್ ನಡುವಿನ ಎರಡನೇ ಹಂತದ ಕದನ ವಿರಾಮ ಮಾತುಕತೆ ಪಾಕಿಸ್ತಾನದಲ್ಲಿ ಸೋಮವಾರ ನಡೆಯಲಿದ್ದು, ವಿಶೇಷ ಪ್ರತಿನಿಧಿಗಳ ಆಗಮನದ ಹಿನ್ನೆಲೆಯಲ್ಲಿ ಪಾಕ್‌ನಾದ್ಯಂತ ಕಠಿಣ ಭದ್ರತಾ ಕ್ರಮಗಳನ್ನು ಜಾರಿಗೊಳಿಸಲಾಗಿದೆ ಎಂದು ಅಧಿಕಾರಿಗಳು ಭಾನುವಾರ ತಿಳಿಸಿದ್ದಾರೆ. ಅಮೆರಿಕ ಮತ್ತು ಇರಾನ್ ನಿಯೋಗಗಳು 45 ವರ್ಷಗಳ ಬಳಿಕ ಮೊದಲ ಬಾರಿಗೆ ನೇರ ಮಾತುಕತೆಗಳನ್ನು ನಡೆಸುತ್ತಿದ್ದು, ತಮ್ಮ ನಡುವಿನ ಸಂಘರ್ಷ ಅಂತ್ಯಗೊಳಿಸುವ ಉದ್ದೇಶ ಹೊಂದಿದ್ದಾರೆ. ಇದರ ಏ.11 ಮತ್ತು 12ರಂದು ಇಸ್ಲಾಮಾಬಾದ್‌ನಲ್ಲಿ ನಡೆದಿದ್ದ ಮಾತುಕತೆಗಳು ಯಾವುದೇ ಒಪ್ಪಂದವಿಲ್ಲದೆ ಮುಕ್ತಾಯಗೊಂಡಿದ್ದವು. ಯುದ್ಧ ಅಂತ್ಯಗೊಳಿಸುವ ಒಪ್ಪಂದದತ್ತ ದ್ವಿತೀಯ ಹಂತದ ಮಾತುಕತೆಗಳನ್ನು ಇಲ್ಲಿ ನಡೆಸಲು ಪಾಕ್ ತನ್ನ ರಾಜತಾಂತ್ರಿಕ ಪ್ರಯತ್ನಗಳನ್ನು ತೀವ್ರಗೊಳಿಸಿದೆ. ದ್ವಿತೀಯ ಹಂತದ ಚರ್ಚೆ ನಡೆಸಲು ಎರಡೂ ರಾಷ್ಟ್ರಗಳ ನಿಯೋಗಗಳು ಮಂಗಳವಾರದೊಳಗೆ ಪಾಕ್ ಬರುವ ನಿರೀಕ್ಷೆಯಿದೆ. ರಾವಲ್ಪಿಂಡಿ ಸಂಪೂರ್ಣ ಬಂದೋಬಸ್ತ್: ಪೊಲೀಸ್ ವರದಿಯ ಪ್ರಕಾರ, ವಿದೇಶಿ ಪ್ರತಿನಿಧಿಗಳ ಸಂಚಾರದ ಹಿನ್ನೆಲೆ ಅಸಾಧಾರಣ ಭದ್ರತಾ ಕ್ರಮಗಳನ್ನು ಕೈಗೊಳ್ಳಲಾಗಿದೆ. ರಾವಲ್ಪಿಂಡಿಯಲ್ಲಿ 10,000ಕ್ಕೂ ಹೆಚ್ಚು ಪೊಲೀಸ್ ಸಿಬ್ಬಂದಿಯನ್ನು ನಿಯೋಜಿಸಲಾಗಿದ್ದು, 600ಕ್ಕೂ ಹೆಚ್ಚು ತಪಾಸಣಾ ಕೇಂದ್ರಗಳನ್ನು ಸ್ಥಾಪಿಸಲಾಗಿದೆ. ಇಸ್ಲಾಮಾಬಾದ್‌ನಲ್ಲೂ ಇದೇ ರೀತಿಯ ಭದ್ರತಾ ವ್ಯವಸ್ಥೆಗಳನ್ನು ಕೈಗೊಳ್ಳಲಾಗಿದೆ. ಅಮೆರಿಕ ಅಧ್ಯಕ್ಷ ಡೊನಾಲ್ಡ್ ಟ್ರಂಪ್ ಅವರು ಇರಾನ್ ಜೊತೆಗಿನ ಒಪ್ಪಂದಕ್ಕೆ ಸಮೀಪ ಮಾತುಕತೆ ಸಾಧ್ಯತೆ ಇದೆ ಎಂದಿದ್ದಾರೆ. ಇದರ ನಡುವೆ, ಅಧಿಕಾರಿಗಳು ಭದ್ರತಾ ಕ್ರಮಗಳನ್ನು ಇನ್ನಷ್ಟು ಹೆಚ್ಚಿಸಿದ್ದಾರೆ. ಅಮೆರಿಕ ಮತ್ತು ಇರಾನ್ ನಡುವಿನ ಯುದ್ಧ ವಿರಾಮ ಏ.22ರಂದು ಮುಕ್ತಾಯಗೊಳ್ಳಲಿದೆ.: [48, 324, 447, 585]
qa-column-middle: [837, 763, 1167, 1317]
qa-item: [468, 995, 837, 1113]
table-cell: 23.76%: [1170, 279, 1246, 298]
qa-question: ಕೇಂದ್ರಾಡಳಿತ ಪ್ರದೇಶಗಳಿಗಾಗಿ ಪ್ರತ್ಯೇಕ ಮಸೂದೆಯ ಅಗತ್ಯವೇನು?: [1279, 1143, 1478, 1175]
bottom-story-col2: ರಾಜಸ್ಥಾನದ ಫಲೋಡಿ ಮತ್ತು ತೆಲಂಗಾಣದ ರಂಗಾರೆಡ್ಡಿ ಜಿಲ್ಲೆಗಳಲ್ಲಿ 2025ರ ನವೆಂಬರ್‌ನಲ್ಲಿ ಸಂಭವಿಸಿದ ಭೀಕರ ರಸ್ತೆ ಅಪಘಾತಗಳಲ್ಲಿ 34 ಮಂದಿ ಸಾವಿಗೀಡಾದ ಹಿನ್ನೆಲೆಯಲ್ಲಿ ಸುಪ್ರೀಂ ಕೋರ್ಟ್ ಸ್ವಯಂಪ್ರೇರಿತ ಪ್ರಕರಣ ದಾಖಲಿಸಿಕೊಂಡಿತ್ತು. ಹೆದ್ದಾರಿ ಪಕ್ಕದ ಅನಧಿಕೃತ ಢಾಬಾಗಳು ಮತ್ತು ಅಂಗಡಿಗಳನ್ನು ತೆರವುಗೊಳಿಸುವಂತೆಯೂ ಕೋರ್ಟ್ ಸೂಚಿಸಿದೆ.: [619, 2199, 912, 2283]
table-cell: 4.65%: [1415, 202, 1507, 221]
table-cell: 5.14%: [1415, 183, 1507, 202]
table-cell: ಆಂಧ್ರಪ್ರದೇಶ: [1082, 202, 1137, 221]
khamenei-box: [43, 990, 450, 1364]
story-body: ಟೆಹ್ರಾನ್: ಭಾರತ ಮತ್ತು ಇರಾನ್ ನಡುವಿನ ಸಂಬಂಧವು ಕೇವಲ ರಾಜತಾಂತ್ರಿಕವಲ್ಲ, ಬದಲಿಗೆ 5,000 ವರ್ಷಗಳ ಹಳೆಯ ನಾಗರಿಕ ಸಂಬಂಧವಾಗಿದೆ ಎಂದು ಇರಾನ್‌ನ ಹಿರಿಯ ಅಧಿಕಾರಿಯೊಬ್ಬರು ಹೇಳಿದ್ದಾರೆ. ಉಭಯ ದೇಶಗಳ ನಡುವಿನ ಸಾಂಸ್ಕೃತಿಕ ಮತ್ತು ವ್ಯಾಪಾರ ಸಂಬಂಧಗಳು ಶತಮಾನಗಳಿಂದ ಮುಂದುವರಿದಿವೆ. ಚಾಬಹಾರ್ ಬಂದರು ಯೋಜನೆ ಸೇರಿದಂತೆ ಹಲವು ಕ್ಷೇತ್ರಗಳಲ್ಲಿ ಸಹಕಾರ ಮುಂದುವರಿಯಲಿದೆ ಎಂದು ಅವರು ತಿಳಿಸಿದ್ದಾರೆ.: [640, 1446, 935, 1549]
column-divider: [941, 1368, 943, 1859]
table-row: [1082, 221, 1507, 240]
kiru-item-body: ಶ್ರೀವೆಪೋರ್ಟ್ (ಅಮೆರಿಕ): ಅಮೆರಿಕದ ಲೂಸಿಯಾನಾ ರಾಜ್ಯದ ಶ್ರೀವೆಪೋರ್ಟ್ ನಗರದಲ್ಲಿ ಭಾನುವಾರ ನಡೆದ ಸಾಮೂಹಿಕ ಗುಂಡಿನ ದಾಳಿಯಲ್ಲಿ 1ರಿಂದ 14 ವರ್ಷ ವಯಸ್ಸಿನ ಎಂಟು ಮಕ್ಕಳು ಮೃತಪಟ್ಟಿದ್ದಾರೆ. ದಾಳಿಕೋರನನ್ನು ಪೊಲೀಸರು ಗುಂಡಿಕ್ಕಿ ಕೊಂದಿದ್ದಾರೆ.: [46, 1838, 312, 1905]
table-cell: 39: [1137, 240, 1169, 259]
qa-question: ಪರಿಶಿಷ್ಟ ಜಾತಿ ಮತ್ತು ಪರಿಶಿಷ್ಟ ಪಂಗಡಗಳ ಪ್ರಾತಿನಿಧ್ಯದ ಮೇಲೆ ಪರಿಣಾಮ ಬೀರಲಿದೆಯೇ?: [879, 1235, 1124, 1267]
